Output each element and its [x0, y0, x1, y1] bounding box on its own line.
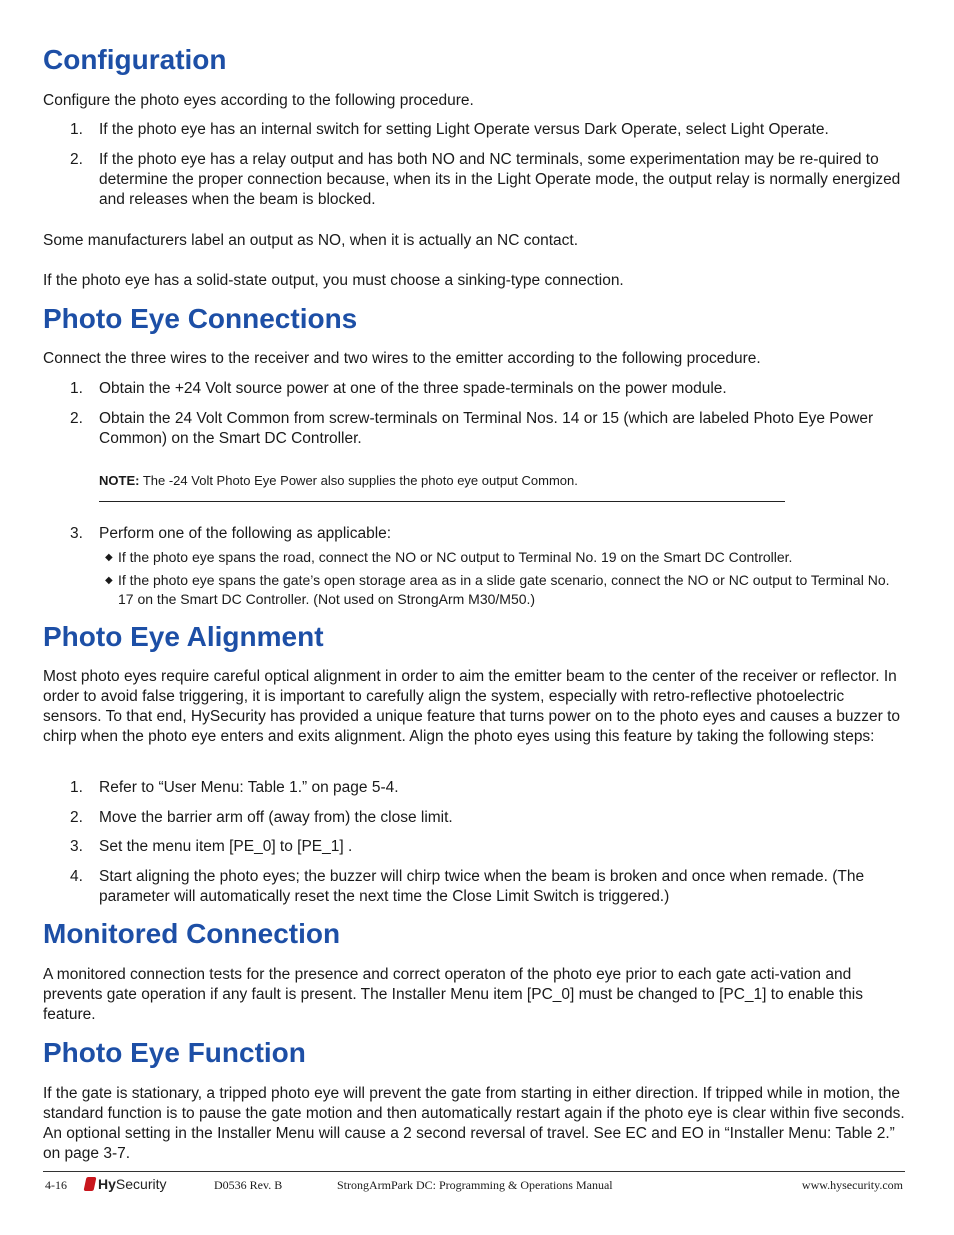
heading-photo-eye-alignment: Photo Eye Alignment — [43, 621, 324, 652]
monitored-body: A monitored connection tests for the presence and correct operaton of the photo eye prior to each gate acti-vation and prevents gate operation if any fault is present. The Installer Menu item [PC_0] must be changed to [PC_1] to enable this feature. — [43, 966, 863, 1023]
page-number: 4-16 — [45, 1178, 67, 1192]
heading-photo-eye-connections: Photo Eye Connections — [43, 303, 358, 334]
configuration-para-2: If the photo eye has a solid-state output, you must choose a sinking-type connection. — [43, 272, 624, 289]
note — [99, 472, 785, 490]
hysecurity-logo: HySecurity — [85, 1175, 166, 1193]
diamond-bullet-icon: ◆ — [105, 552, 113, 563]
function-body: If the gate is stationary, a tripped photo eye will prevent the gate from starting in either direction. If tripped while in motion, the standard function is to pause the gate motion and then automatically restart again if the photo eye is clear within five seconds. An optional setting in the Installer Menu will cause a 2 second reversal of travel. See EC and EO in “Installer Menu: Table 2.” on page 3-7. — [43, 1085, 905, 1162]
manual-title: StrongArmPark DC: Programming & Operations Manual — [337, 1178, 613, 1192]
website-url: www.hysecurity.com — [801, 1178, 903, 1192]
diamond-bullet-icon: ◆ — [105, 575, 113, 586]
note-divider — [99, 501, 785, 502]
heading-monitored-connection: Monitored Connection — [43, 918, 341, 949]
heading-configuration: Configuration — [43, 44, 227, 75]
configuration-intro: Configure the photo eyes according to the following procedure. — [43, 92, 474, 109]
document-revision: D0536 Rev. B — [214, 1178, 283, 1192]
heading-photo-eye-function: Photo Eye Function — [43, 1037, 306, 1068]
hysecurity-logo-icon — [84, 1177, 97, 1191]
note-label: NOTE: — [99, 473, 140, 488]
alignment-intro: Most photo eyes require careful optical alignment in order to aim the emitter beam to the center of the receiver or reflector. In order to avoid false triggering, it is important to carefully align the system, especially with retro-reflective photoelectric sensors. To that end, HySecurity has provided a unique feature that turns power on to the photo eyes and causes a buzzer to chirp when the photo eye enters and exits alignment. Align the photo eyes using this feature by taking the following steps: — [43, 668, 901, 745]
note-text: The -24 Volt Photo Eye Power also supplies the photo eye output Common. — [142, 473, 578, 488]
configuration-para-1: Some manufacturers label an output as NO, when it is actually an NC contact. — [43, 232, 579, 249]
footer-divider — [43, 1171, 905, 1172]
connections-intro: Connect the three wires to the receiver and two wires to the emitter according to the following procedure. — [43, 350, 761, 367]
